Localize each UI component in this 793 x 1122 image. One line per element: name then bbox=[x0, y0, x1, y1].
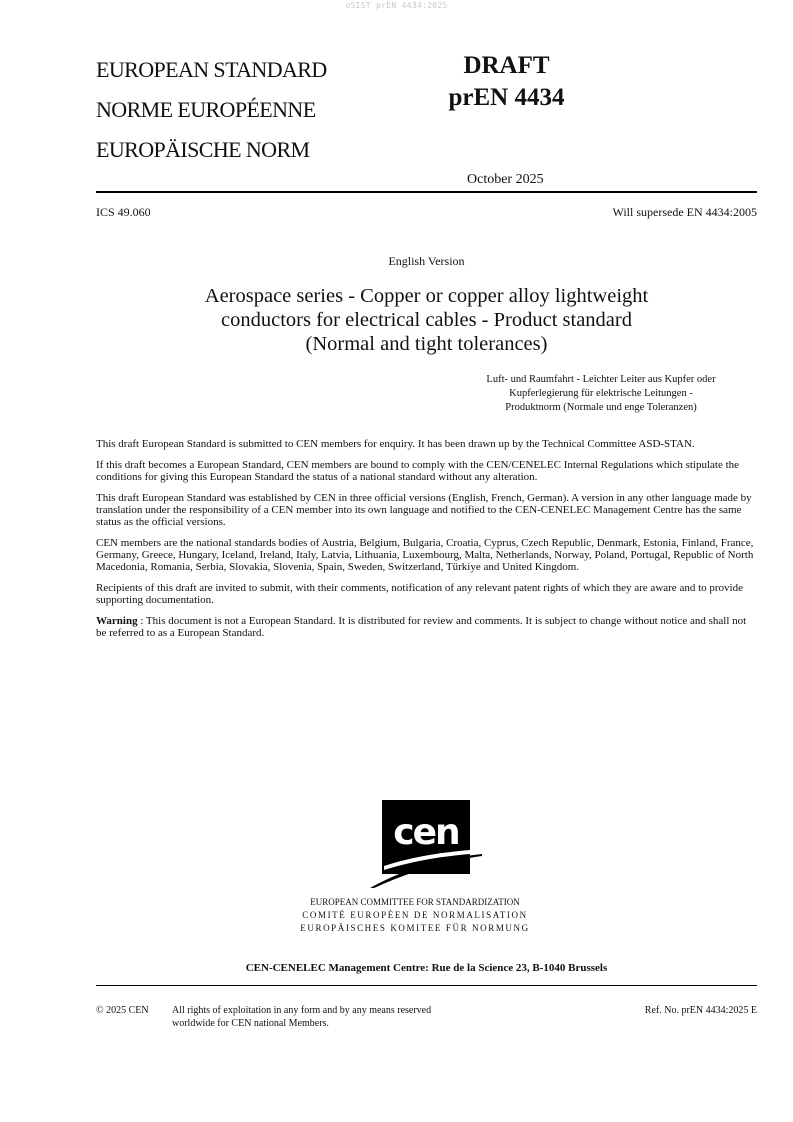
standard-name-en: EUROPEAN STANDARD bbox=[96, 57, 327, 82]
standard-name-de: EUROPÄISCHE NORM bbox=[96, 137, 310, 162]
document-title bbox=[96, 284, 757, 356]
publication-date: October 2025 bbox=[467, 172, 544, 187]
committee-name-fr: COMITÉ EUROPÉEN DE NORMALISATION bbox=[302, 910, 528, 920]
management-centre-address: CEN-CENELEC Management Centre: Rue de la Science 23, B-1040 Brussels bbox=[245, 962, 608, 974]
copyright: © 2025 CEN bbox=[96, 1005, 149, 1016]
rights-line: worldwide for CEN national Members. bbox=[172, 1018, 329, 1029]
supersedes-note: Will supersede EN 4434:2005 bbox=[612, 205, 757, 219]
cen-logo-text: cen bbox=[393, 812, 459, 853]
title-line: Aerospace series - Copper or copper alloy lightweight bbox=[204, 285, 649, 307]
standard-name-fr: NORME EUROPÉENNE bbox=[96, 97, 316, 122]
paragraph-adoption: If this draft becomes a European Standard, CEN members are bound to comply with the CEN/CENELEC Internal Regulations which stipulate the conditions for giving this European Standard the status of a national standard without any alteration. bbox=[96, 459, 740, 483]
document-number: prEN 4434 bbox=[448, 84, 565, 111]
footer-divider bbox=[96, 985, 757, 986]
rights-statement bbox=[172, 1004, 431, 1030]
version-label: English Version bbox=[388, 254, 465, 268]
german-title-line: Luft- und Raumfahrt - Leichter Leiter aus Kupfer oder bbox=[486, 374, 716, 385]
german-title bbox=[451, 373, 751, 415]
warning-text: : This document is not a European Standard. It is distributed for review and comments. It is subject to change without notice and shall not be referred to as a European Standard. bbox=[96, 615, 747, 639]
reference-number: Ref. No. prEN 4434:2025 E bbox=[644, 1005, 757, 1016]
rights-line: All rights of exploitation in any form and by any means reserved bbox=[172, 1005, 432, 1016]
foreword-text bbox=[96, 438, 758, 648]
warning-label: Warning bbox=[96, 615, 138, 627]
paragraph-members: CEN members are the national standards bodies of Austria, Belgium, Bulgaria, Croatia, Cyprus, Czech Republic, Denmark, Estonia, Finland, France, Germany, Greece, Hungary, Iceland, Ireland, Italy, Latvia, Lithuania, Luxembourg, Malta, Netherlands, Norway, Poland, Portugal, Republic of North Macedonia, Romania, Serbia, Slovakia, Slovenia, Spain, Sweden, Switzerland, Türkiye and United Kingdom. bbox=[96, 537, 754, 573]
paragraph-enquiry: This draft European Standard is submitted to CEN members for enquiry. It has been drawn up by the Technical Committee ASD-STAN. bbox=[96, 438, 695, 450]
warning-paragraph bbox=[96, 615, 758, 639]
cen-logo bbox=[370, 800, 482, 888]
german-title-line: Produktnorm (Normale und enge Toleranzen) bbox=[505, 402, 697, 413]
draft-label: DRAFT bbox=[463, 52, 550, 79]
cen-logo-graphic bbox=[370, 800, 482, 888]
paragraph-patents: Recipients of this draft are invited to submit, with their comments, notification of any relevant patent rights of which they are aware and to provide supporting documentation. bbox=[96, 582, 743, 606]
committee-name-en: EUROPEAN COMMITTEE FOR STANDARDIZATION bbox=[310, 897, 520, 907]
ics-code: ICS 49.060 bbox=[96, 205, 151, 219]
title-line: (Normal and tight tolerances) bbox=[305, 333, 548, 355]
committee-name-de: EUROPÄISCHES KOMITEE FÜR NORMUNG bbox=[300, 923, 530, 933]
header-divider bbox=[96, 191, 757, 193]
german-title-line: Kupferlegierung für elektrische Leitungen - bbox=[509, 388, 693, 399]
title-line: conductors for electrical cables - Product standard bbox=[221, 309, 632, 331]
watermark: oSIST prEN 4434:2025 bbox=[345, 1, 448, 10]
paragraph-versions: This draft European Standard was established by CEN in three official versions (English, French, German). A version in any other language made by translation under the responsibility of a CEN member into its own language and notified to the CEN-CENELEC Management Centre has the same status as the official versions. bbox=[96, 492, 752, 528]
committee-names bbox=[280, 896, 550, 935]
